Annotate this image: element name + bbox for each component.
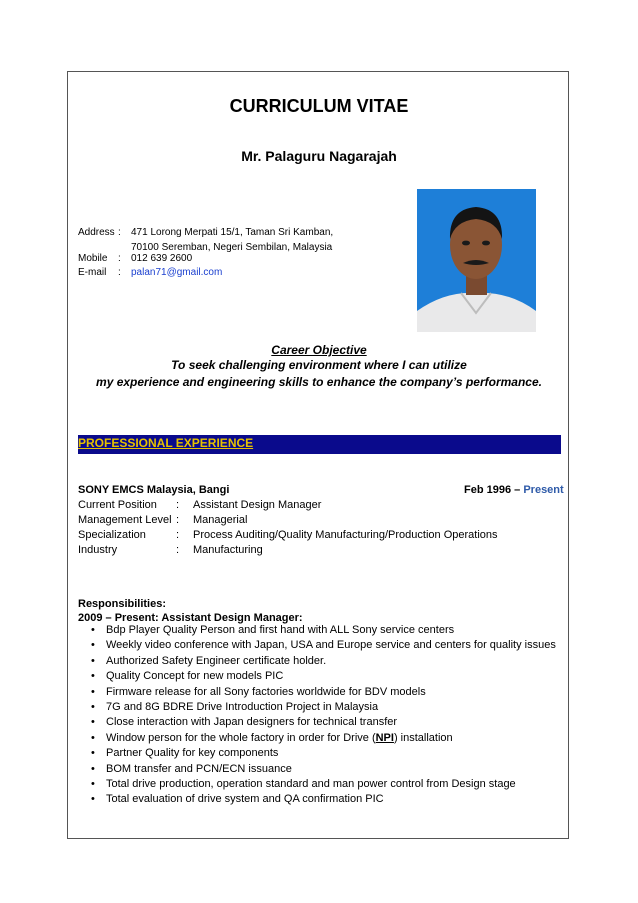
list-item: • Total drive production, operation standard and man power control from Design stage: [78, 777, 556, 792]
industry-value: Manufacturing: [193, 544, 263, 556]
list-item: • Bdp Player Quality Person and first hand with ALL Sony service centers: [78, 623, 556, 638]
list-item: • Firmware release for all Sony factories worldwide for BDV models: [78, 685, 556, 700]
management-level-colon: :: [176, 514, 180, 526]
list-item: • 7G and 8G BDRE Drive Introduction Project in Malaysia: [78, 700, 556, 715]
bullet-icon: •: [91, 685, 95, 698]
bullet-icon: •: [91, 777, 95, 790]
career-objective-line-1: To seek challenging environment where I can utilize: [171, 358, 467, 372]
position-value: Assistant Design Manager: [193, 499, 322, 511]
email-link[interactable]: palan71@gmail.com: [131, 267, 223, 278]
company-name: SONY EMCS Malaysia, Bangi: [78, 484, 230, 496]
responsibilities-role: 2009 – Present: Assistant Design Manager:: [78, 612, 303, 624]
position-colon: :: [176, 499, 180, 511]
list-item: • Partner Quality for key components: [78, 746, 556, 761]
candidate-name: Mr. Palaguru Nagarajah: [241, 148, 397, 164]
document-title: CURRICULUM VITAE: [229, 96, 409, 116]
date-end: Present: [523, 484, 564, 496]
responsibilities-list: [78, 623, 556, 808]
career-objective-line-2: my experience and engineering skills to enhance the company’s performance.: [96, 375, 542, 389]
career-objective-heading: Career Objective: [271, 343, 367, 357]
bullet-icon: •: [91, 639, 95, 652]
list-item: • Weekly video conference with Japan, USA and Europe service and centers for quality issues: [78, 638, 556, 653]
list-item: • Quality Concept for new models PIC: [78, 669, 556, 684]
job-dates: [464, 484, 564, 496]
mobile-colon: :: [118, 253, 121, 264]
specialization-colon: :: [176, 529, 180, 541]
bullet-icon: •: [91, 747, 95, 760]
address-label: Address: [78, 227, 115, 238]
list-item: • Close interaction with Japan designers for technical transfer: [78, 715, 556, 730]
address-line-1: 471 Lorong Merpati 15/1, Taman Sri Kamban,: [131, 227, 334, 238]
list-item: • Total evaluation of drive system and QA confirmation PIC: [78, 792, 556, 807]
list-item: • Authorized Safety Engineer certificate holder.: [78, 654, 556, 669]
address-line-2: 70100 Seremban, Negeri Sembilan, Malaysia: [131, 242, 333, 253]
position-label: Current Position: [78, 499, 157, 511]
management-level-value: Managerial: [193, 514, 248, 526]
bullet-icon: •: [91, 700, 95, 713]
list-item: • BOM transfer and PCN/ECN issuance: [78, 762, 556, 777]
date-start: Feb 1996 –: [464, 484, 524, 496]
npi-abbr: NPI: [375, 731, 394, 744]
bullet-icon: •: [91, 793, 95, 806]
section-banner: [78, 435, 561, 454]
responsibilities-heading: Responsibilities:: [78, 598, 167, 610]
bullet-icon: •: [91, 670, 95, 683]
professional-experience-heading: PROFESSIONAL EXPERIENCE: [78, 436, 254, 450]
mobile-label: Mobile: [78, 253, 108, 264]
bullet-icon: •: [91, 762, 95, 775]
bullet-icon: •: [91, 624, 95, 636]
email-label: E-mail: [78, 267, 107, 278]
management-level-label: Management Level: [78, 514, 172, 526]
email-colon: :: [118, 267, 121, 278]
portrait-image: [417, 189, 536, 332]
industry-label: Industry: [78, 544, 118, 556]
specialization-label: Specialization: [78, 529, 146, 541]
profile-photo: [417, 189, 536, 332]
bullet-icon: •: [91, 654, 95, 667]
list-item: • Window person for the whole factory in order for Drive (NPI) installation: [78, 731, 556, 746]
bullet-icon: •: [91, 716, 95, 729]
industry-colon: :: [176, 544, 180, 556]
mobile-value: 012 639 2600: [131, 253, 193, 264]
bullet-icon: •: [91, 731, 95, 744]
address-colon: :: [118, 227, 121, 238]
specialization-value: Process Auditing/Quality Manufacturing/Production Operations: [193, 529, 498, 541]
